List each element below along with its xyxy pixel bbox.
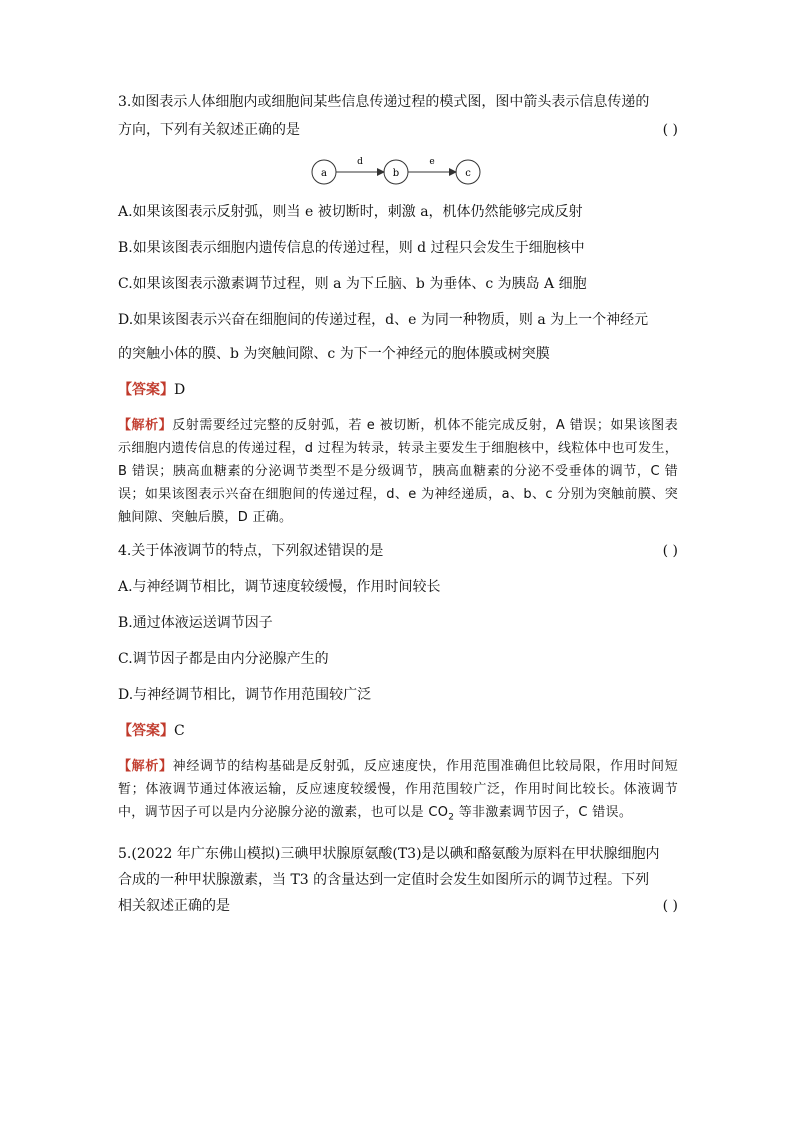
question-4 [118, 541, 678, 830]
q5-line2: 合成的一种甲状腺激素，当 T3 的含量达到一定值时会发生如图所示的调节过程。下列 [118, 871, 650, 888]
q4-option-a: A.与神经调节相比，调节速度较缓慢，作用时间较长 [118, 579, 441, 595]
q3-analysis-text: 反射需要经过完整的反射弧，若 e 被切断，机体不能完成反射，A 错误；如果该图表示细胞内遗传信息的传递过程，d 过程为转录，转录主要发生于细胞核中，线粒体中也可发生，B 错误；胰高血糖素的分泌调节类型不是分级调节，胰高血糖素的分泌不受垂体的调节，C 错误；如果该图表示兴奋在细胞间的传递过程，d、e 为神经递质，a、b、c 分别为突触前膜、突触间隙、突触后膜，D 正确。 [118, 418, 678, 525]
node-b-label: b [392, 168, 400, 179]
q4-answer-value: C [174, 723, 185, 739]
q4-answer [118, 721, 678, 741]
q3-stem-line1: 3.如图表示人体细胞内或细胞间某些信息传递过程的模式图，图中箭头表示信息传递的 [118, 94, 650, 110]
q3-option-b: B.如果该图表示细胞内遗传信息的传递过程，则 d 过程只会发生于细胞核中 [118, 240, 585, 256]
q3-option-a: A.如果该图表示反射弧，则当 e 被切断时，刺激 a，机体仍然能够完成反射 [118, 204, 583, 220]
q3-answer-paren: ( ) [662, 122, 678, 138]
q4-answer-paren: ( ) [662, 543, 678, 559]
q4-option-d: D.与神经调节相比，调节作用范围较广泛 [118, 687, 372, 703]
question-3 [118, 92, 678, 529]
question-5 [118, 844, 678, 916]
q5-line3: 相关叙述正确的是 [118, 897, 230, 914]
edge-e-label: e [429, 157, 435, 167]
q4-stem: 4.关于体液调节的特点，下列叙述错误的是 [118, 543, 384, 559]
document-page [118, 92, 678, 916]
q5-answer-paren: ( ) [662, 897, 678, 914]
q4-option-b: B.通过体液运送调节因子 [118, 615, 273, 631]
q3-answer-label: 【答案】 [118, 382, 174, 398]
q3-option-d-line2: 的突触小体的膜、b 为突触间隙、c 为下一个神经元的胞体膜或树突膜 [118, 346, 550, 362]
q3-answer-value: D [174, 382, 186, 398]
q3-stem-line2: 方向，下列有关叙述正确的是 [118, 122, 300, 138]
q3-flow-diagram [308, 150, 488, 186]
q4-analysis-label: 【解析】 [118, 759, 173, 774]
q4-answer-label: 【答案】 [118, 723, 174, 739]
q4-analysis [118, 755, 678, 830]
q3-option-d-line1: D.如果该图表示兴奋在细胞间的传递过程，d、e 为同一种物质，则 a 为上一个神经元 [118, 312, 649, 328]
q5-line1: 5.(2022 年广东佛山模拟)三碘甲状腺原氨酸(T3)是以碘和酪氨酸为原料在甲状腺细胞内 [118, 845, 660, 862]
edge-d-label: d [357, 157, 363, 167]
q4-analysis-subscript: 2 [448, 812, 455, 823]
q3-analysis-label: 【解析】 [118, 418, 173, 433]
node-c-label: c [465, 168, 471, 179]
node-a-label: a [321, 168, 327, 179]
q3-option-c: C.如果该图表示激素调节过程，则 a 为下丘脑、b 为垂体、c 为胰岛 A 细胞 [118, 276, 587, 292]
q3-analysis [118, 414, 678, 529]
q3-answer [118, 380, 678, 400]
q4-analysis-text-1: 神经调节的结构基础是反射弧，反应速度快，作用范围准确但比较局限，作用时间短暂；体液调节通过体液运输，反应速度较缓慢，作用范围较广泛，作用时间比较长。体液调节中，调节因子可以是内分泌腺分泌的激素，也可以是 CO [118, 759, 678, 820]
q4-analysis-text-2: 等非激素调节因子，C 错误。 [454, 805, 633, 820]
q4-option-c: C.调节因子都是由内分泌腺产生的 [118, 651, 329, 667]
